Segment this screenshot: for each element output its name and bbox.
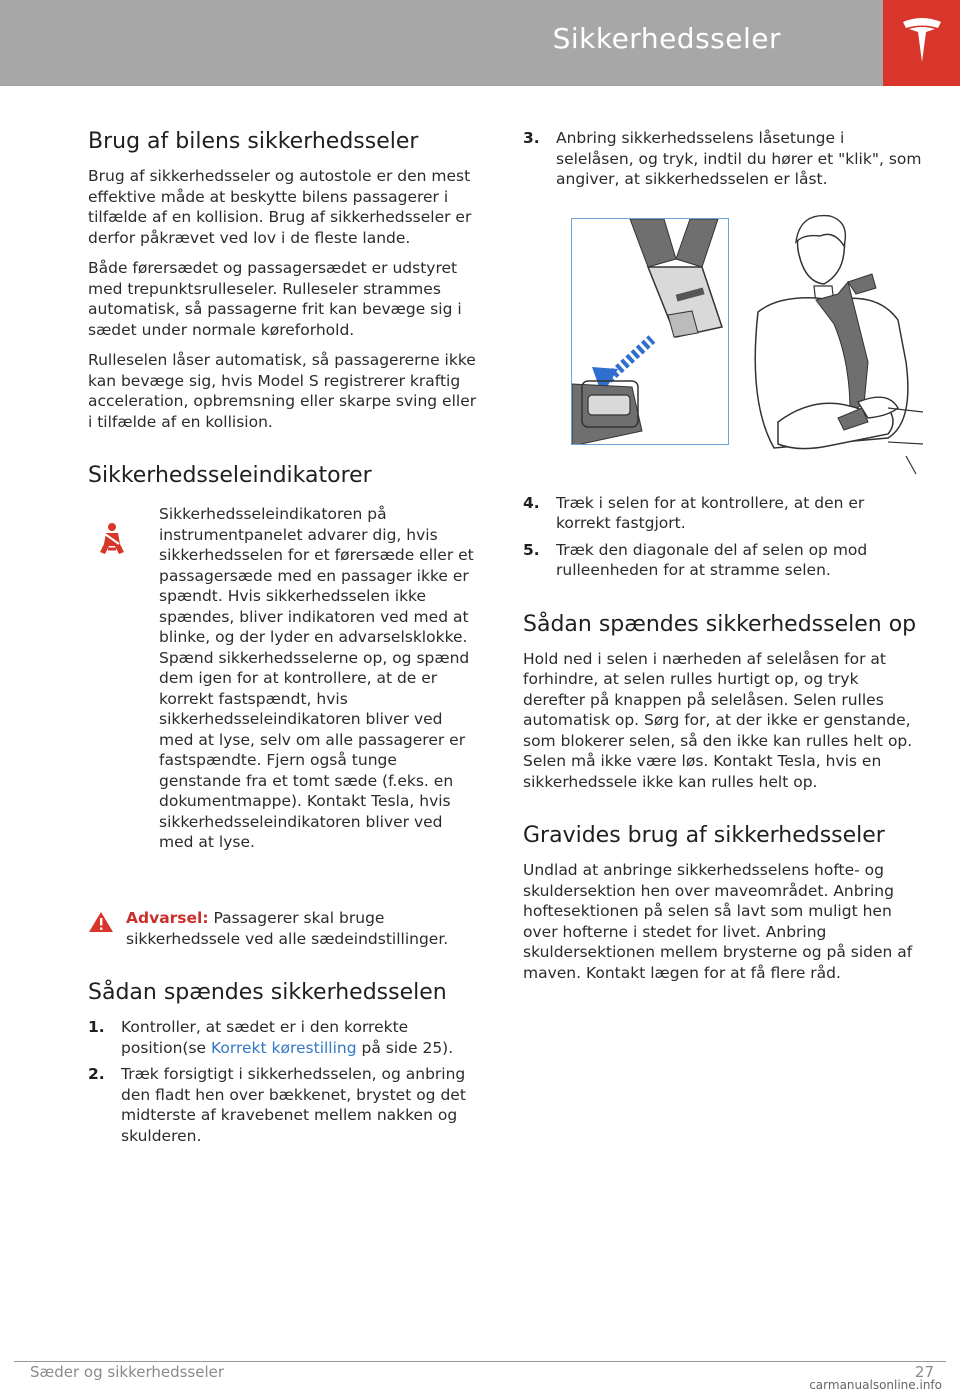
- step-number: 4.: [523, 493, 540, 512]
- indicator-text: Sikkerhedsseleindikatoren på instrumentpanelet advarer dig, hvis sikkerhedsselen for et førersæde eller et passagersæde med en passager ikke er spændt. Hvis sikkerhedsselen ikke spændes, bliver indikatoren ved med at blinke, og der lyder en advarselsklokke. Spænd sikkerhedsselerne op, og spænd dem igen for at kontrollere, at de er korrekt fastspændt, hvis sikkerhedsseleindikatoren bliver ved med at lyse, selv om alle passagerer er fastspændte. Fjern også tunge genstande fra et tomt sæde (f.eks. en dokumentmappe). Kontakt Tesla, hvis sikkerhedsseleindikatoren bliver ved med at lyse.: [159, 505, 474, 851]
- cross-reference-link[interactable]: Korrekt kørestilling: [210, 1038, 357, 1057]
- warning-triangle-icon: [88, 911, 114, 933]
- footer-section-name: Sæder og sikkerhedsseler: [30, 1363, 225, 1381]
- left-column: [88, 128, 478, 1152]
- section-heading-indicators: Sikkerhedsseleindikatorer: [88, 463, 372, 488]
- watermark: carmanualsonline.info: [809, 1378, 942, 1392]
- list-item: [523, 493, 923, 534]
- header-bar: [0, 0, 883, 86]
- paragraph: Rulleselen låser automatisk, så passagererne ikke kan bevæge sig, hvis Model S registrerer kraftig acceleration, opbremsning eller skarpe sving eller i tilfælde af en kollision.: [88, 351, 477, 431]
- fasten-steps: [88, 1017, 478, 1146]
- person-buckling-illustration: [738, 212, 923, 477]
- step-text: Kontroller, at sædet er i den korrekte position(se: [121, 1018, 409, 1057]
- buckle-drawing: [572, 219, 729, 445]
- step-number: 3.: [523, 129, 540, 147]
- list-item: [523, 540, 923, 581]
- step-number: 5.: [523, 540, 540, 559]
- step-text: på side 25).: [356, 1038, 454, 1057]
- warning-text: Passagerer skal bruge sikkerhedssele ved alle sædeindstillinger.: [126, 909, 449, 948]
- indicator-note: [88, 504, 478, 884]
- footer-divider: [14, 1361, 946, 1362]
- step-number: 2.: [88, 1065, 105, 1083]
- step-text: Træk i selen for at kontrollere, at den er korrekt fastgjort.: [556, 493, 865, 532]
- step-text: Anbring sikkerhedsselens låsetunge i selelåsen, og tryk, indtil du hører et "klik", som angiver, at sikkerhedsselen er låst.: [556, 129, 922, 188]
- section-heading-usage: Brug af bilens sikkerhedsseler: [88, 129, 419, 154]
- paragraph: Hold ned i selen i nærheden af selelåsen for at forhindre, at selen rulles hurtigt op, og tryk derefter på knappen på selelåsen. Selen rulles automatisk op. Sørg for, at der ikke er genstande, som blokerer selen, så den ikke kan rulles helt op. Selen må ikke være løs. Kontakt Tesla, hvis en sikkerhedssele ikke kan rulles helt op.: [523, 649, 913, 791]
- section-heading-unfasten: Sådan spændes sikkerhedsselen op: [523, 611, 917, 637]
- seatbelt-illustration: [523, 212, 923, 477]
- buckle-closeup-illustration: [571, 218, 729, 445]
- step-number: 1.: [88, 1018, 105, 1036]
- page-number: 27: [914, 1363, 934, 1381]
- section-heading-fasten: Sådan spændes sikkerhedsselen: [88, 980, 447, 1005]
- tesla-logo-icon: [901, 16, 943, 68]
- tesla-logo: [883, 0, 960, 86]
- step-text: Træk forsigtigt i sikkerhedsselen, og anbring den fladt hen over bækkenet, brystet og det midterste af kravebenet mellem nakken og skulderen.: [121, 1065, 466, 1145]
- list-item: [88, 1064, 478, 1146]
- section-heading-pregnancy: Gravides brug af sikkerhedsseler: [523, 823, 885, 848]
- fasten-steps-continued: [523, 128, 923, 190]
- list-item: [523, 128, 923, 190]
- paragraph: Undlad at anbringe sikkerhedsselens hofte- og skuldersektion hen over maveområdet. Anbring hoftesektionen på selen så lavt som muligt hen over hofterne i stedet for livet. Anbring skuldersektionen mellem brysterne og på siden af maven. Kontakt lægen for at få flere råd.: [523, 861, 913, 982]
- step-text: Træk den diagonale del af selen op mod rulleenheden for at stramme selen.: [556, 540, 868, 579]
- warning-note: [88, 908, 478, 949]
- page-title: Sikkerhedsseler: [552, 22, 781, 55]
- warning-label: Advarsel:: [126, 909, 209, 927]
- right-column: [523, 128, 923, 993]
- paragraph: Både førersædet og passagersædet er udstyret med trepunktsrulleseler. Rulleseler strammes automatisk, så passagerne frit kan bevæge sig i sædet under normale køreforhold.: [88, 259, 462, 339]
- paragraph: Brug af sikkerhedsseler og autostole er den mest effektive måde at beskytte bilens passagerer i tilfælde af en kollision. Brug af sikkerhedsseler er derfor påkrævet ved lov i de fleste lande.: [88, 167, 472, 247]
- seatbelt-warning-icon: [98, 522, 126, 556]
- fasten-steps-final: [523, 493, 923, 581]
- list-item: [88, 1017, 478, 1058]
